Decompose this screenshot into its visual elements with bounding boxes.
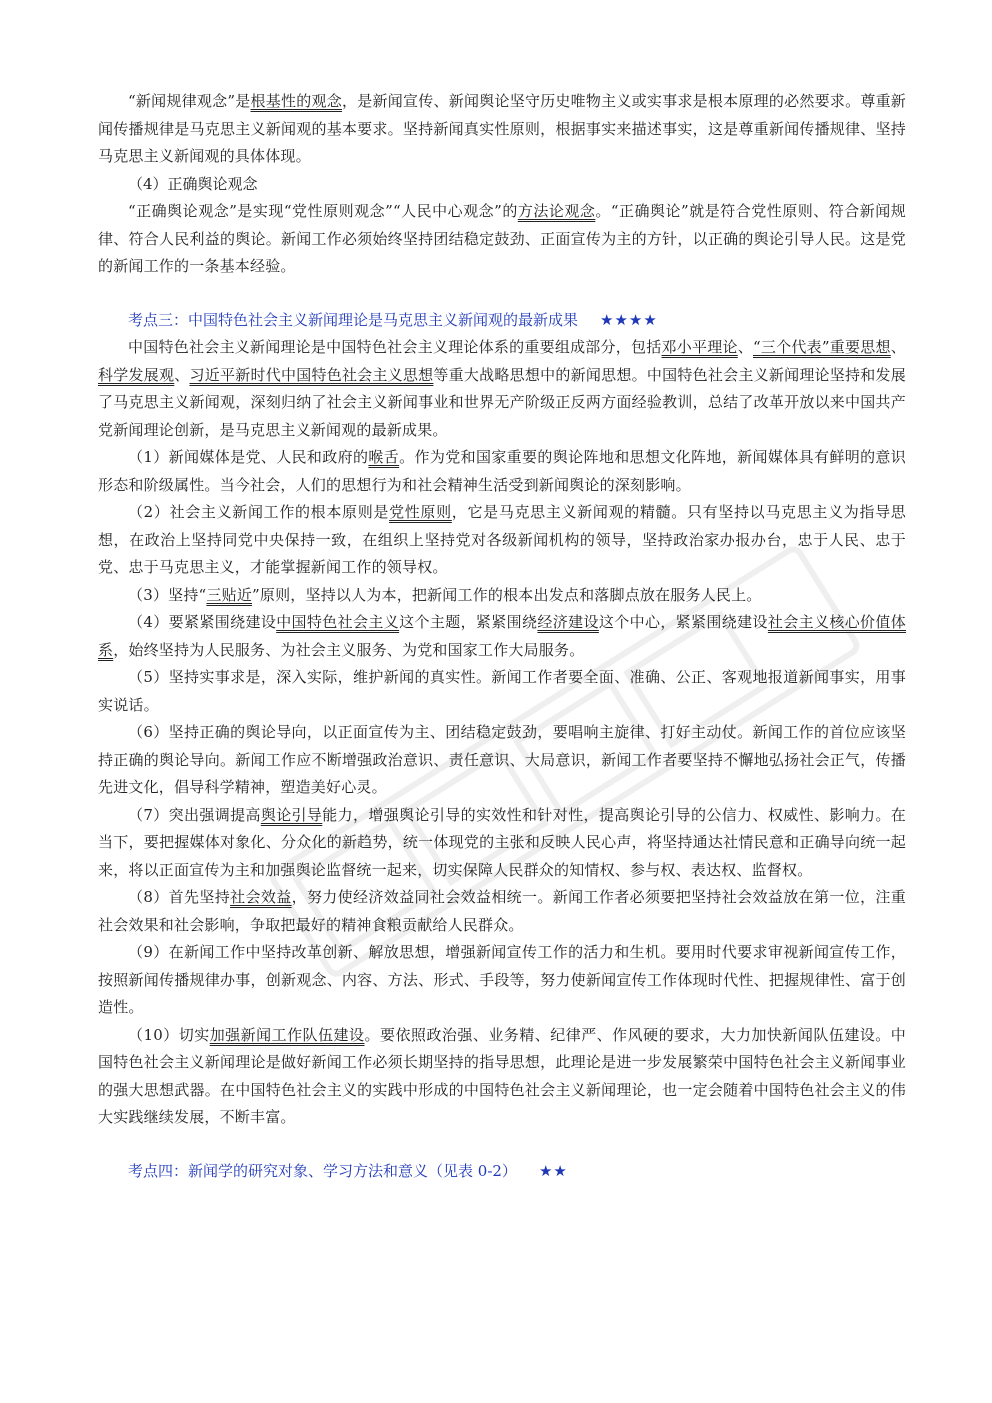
spacer: [98, 281, 906, 307]
text-run: （4）要紧紧围绕建设: [128, 613, 277, 631]
kaodian-4-heading: [98, 1158, 906, 1186]
paragraph-i2: [98, 499, 906, 582]
spacer: [98, 1132, 906, 1158]
text-run: 、: [890, 338, 906, 356]
key-term: 科学发展观: [98, 365, 175, 384]
key-term: “三个代表”重要思想: [753, 338, 891, 356]
key-term: 邓小平理论: [661, 338, 738, 356]
section-concepts: [98, 88, 906, 281]
paragraph-i6: [98, 719, 906, 802]
text-run: “正确舆论观念”是实现“党性原则观念”“人民中心观念”的: [128, 202, 518, 220]
paragraph-p1: [98, 88, 906, 171]
paragraph-i1: [98, 444, 906, 499]
text-run: ，始终坚持为人民服务、为社会主义服务、为党和国家工作大局服务。: [113, 640, 585, 659]
paragraph-i8: [98, 884, 906, 939]
text-run: （10）切实: [128, 1025, 210, 1044]
text-run: （4）正确舆论观念: [128, 174, 258, 193]
text-run: 中国特色社会主义新闻理论是中国特色社会主义理论体系的重要组成部分，包括: [128, 338, 662, 356]
text-run: （5）坚持实事求是，深入实际，维护新闻的真实性。新闻工作者要全面、准确、公正、客观地报道新闻事实，用事实说话。: [98, 668, 906, 714]
kaodian-4-stars: ★★: [538, 1161, 568, 1180]
text-run: ，它是马克思主义新闻观的精髓。只有坚持以马克思主义为指导思想，在政治上坚持同党中央保持一致，在组织上坚持党对各级新闻机构的领导，坚持政治家办报办台，忠于人民、忠于党、忠于马克思主义，才能掌握新闻工作的领导权。: [98, 503, 906, 576]
section-kaodian-3-body: [98, 334, 906, 1132]
text-run: ”原则，坚持以人为本，把新闻工作的根本出发点和落脚点放在服务人民上。: [252, 585, 762, 604]
kaodian-3-stars: ★★★★: [600, 310, 658, 329]
paragraph-intro: [98, 334, 906, 444]
paragraph-p2: [98, 198, 906, 281]
text-run: 等重大战略思想中的新闻思想。中国特色社会主义新闻理论坚持和发展了马克思主义新闻观，深刻归纳了社会主义新闻事业和世界无产阶级正反两方面经验教训，总结了改革开放以来中国共产党新闻理论创新，是马克思主义新闻观的最新成果。: [98, 365, 906, 439]
text-run: （9）在新闻工作中坚持改革创新、解放思想，增强新闻宣传工作的活力和生机。要用时代要求审视新闻宣传工作，按照新闻传播规律办事，创新观念、内容、方法、形式、手段等，努力使新闻宣传工作体现时代性、把握规律性、富于创造性。: [98, 943, 906, 1016]
text-run: “新闻规律观念”是: [128, 92, 251, 110]
text-run: （2）社会主义新闻工作的根本原则是: [128, 503, 390, 521]
text-run: 。作为党和国家重要的舆论阵地和思想文化阵地，新闻媒体具有鲜明的意识形态和阶级属性。当今社会，人们的思想行为和社会精神生活受到新闻舆论的深刻影响。: [98, 448, 906, 494]
paragraph-i5: [98, 664, 906, 719]
text-run: ，努力使经济效益同社会效益相统一。新闻工作者必须要把坚持社会效益放在第一位，注重社会效果和社会影响，争取把最好的精神食粮贡献给人民群众。: [98, 888, 906, 934]
text-run: 这个中心，紧紧围绕建设: [598, 613, 768, 631]
paragraph-i10: [98, 1022, 906, 1132]
paragraph-i4: [98, 609, 906, 664]
paragraph-i3: [98, 582, 906, 610]
text-run: 。要依照政治强、业务精、纪律严、作风硬的要求，大力加快新闻队伍建设。中国特色社会主义新闻理论是做好新闻工作必须长期坚持的指导思想，此理论是进一步发展繁荣中国特色社会主义新闻事业的强大思想武器。在中国特色社会主义的实践中形成的中国特色社会主义新闻理论，也一定会随着中国特色社会主义的伟大实践继续发展，不断丰富。: [98, 1025, 906, 1126]
key-term: 党性原则: [389, 503, 452, 521]
text-run: （3）坚持“: [128, 585, 207, 604]
text-run: （7）突出强调提高: [128, 805, 261, 824]
text-run: 、: [174, 365, 190, 384]
kaodian-3-title: 考点三：中国特色社会主义新闻理论是马克思主义新闻观的最新成果: [128, 310, 579, 329]
text-run: （6）坚持正确的舆论导向，以正面宣传为主、团结稳定鼓劲，要唱响主旋律、打好主动仗。新闻工作的首位应该坚持正确的舆论导向。新闻工作应不断增强政治意识、责任意识、大局意识，新闻工作者要坚持不懈地弘扬社会正气，传播先进文化，倡导科学精神，塑造美好心灵。: [98, 723, 906, 796]
key-term: 社会主义核心价值体系: [98, 613, 906, 659]
paragraph-h4: [98, 171, 906, 199]
key-term: 方法论观念: [517, 202, 596, 220]
text-run: 这个主题，紧紧围绕: [399, 613, 538, 631]
paragraph-i7: [98, 802, 906, 885]
kaodian-4-title: 考点四：新闻学的研究对象、学习方法和意义（见表 0-2）: [128, 1161, 517, 1180]
document-page: [98, 88, 906, 1185]
text-run: ，是新闻宣传、新闻舆论坚守历史唯物主义或实事求是根本原理的必然要求。尊重新闻传播规律是马克思主义新闻观的基本要求。坚持新闻真实性原则，根据事实来描述事实，这是尊重新闻传播规律、坚持马克思主义新闻观的具体体现。: [98, 92, 907, 165]
key-term: 社会效益: [230, 888, 292, 906]
key-term: 三贴近: [206, 585, 253, 604]
text-run: （1）新闻媒体是党、人民和政府的: [128, 448, 369, 466]
key-term: 根基性的观念: [250, 92, 343, 110]
text-run: 、: [737, 338, 753, 356]
key-term: 舆论引导: [260, 805, 323, 824]
key-term: 中国特色社会主义: [276, 613, 400, 631]
key-term: 加强新闻工作队伍建设: [209, 1025, 365, 1044]
key-term: 喉舌: [368, 448, 400, 466]
key-term: 习近平新时代中国特色社会主义思想: [189, 365, 434, 384]
text-run: 能力，增强舆论引导的实效性和针对性，提高舆论引导的公信力、权威性、影响力。在当下，要把握媒体对象化、分众化的新趋势，统一体现党的主张和反映人民心声，将坚持通达社情民意和正确导向统一起来，将以正面宣传为主和加强舆论监督统一起来，切实保障人民群众的知情权、参与权、表达权、监督权。: [98, 805, 906, 879]
key-term: 经济建设: [537, 613, 599, 631]
text-run: 。“正确舆论”就是符合党性原则、符合新闻规律、符合人民利益的舆论。新闻工作必须始终坚持团结稳定鼓劲、正面宣传为主的方针，以正确的舆论引导人民。这是党的新闻工作的一条基本经验。: [98, 202, 906, 275]
text-run: （8）首先坚持: [128, 888, 231, 906]
paragraph-i9: [98, 939, 906, 1022]
kaodian-3-heading: [98, 307, 906, 335]
